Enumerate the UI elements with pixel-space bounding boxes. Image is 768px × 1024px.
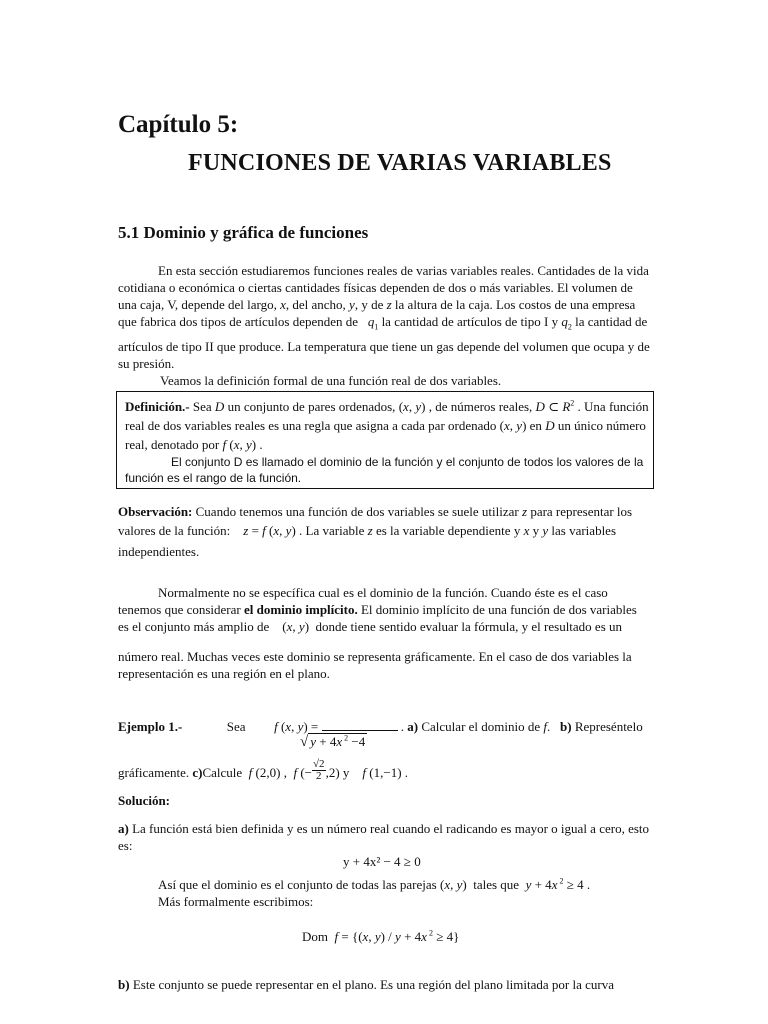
- intro-line-3: una caja, V, depende del largo, x, del ancho, y, y de z la altura de la caja. Los costos de una empresa: [118, 297, 636, 312]
- solution-b-line: b) Este conjunto se puede representar en el plano. Es una región del plano limitada por la curva: [118, 977, 615, 992]
- domain-definition: Dom f = {(x, y) / y + 4x $^2$ ≥ 4}: [302, 928, 460, 944]
- definition-line-4: El conjunto D es llamado el dominio de la función y el conjunto de todos los valores de la: [171, 455, 644, 469]
- section-heading: 5.1 Dominio y gráfica de funciones: [118, 223, 369, 242]
- example-line-1: Ejemplo 1.- Sea f (x, y) = . a) Calcular el dominio de f. b) Represéntelo: [118, 716, 643, 735]
- implicit-line-1: Normalmente no se específica cual es el dominio de la función. Cuando éste es el caso: [158, 585, 608, 600]
- observation-paragraph: [118, 503, 654, 560]
- solution-a-paragraph: [118, 820, 654, 854]
- solution-line-3: Así que el dominio es el conjunto de todas las parejas (x, y) tales que y + 4x $^2$ ≥ 4 .: [158, 876, 591, 892]
- intro-line-7: Veamos la definición formal de una función real de dos variables.: [160, 373, 502, 388]
- example-denominator: √ y + 4x $^2$ −4: [300, 733, 366, 750]
- observation-line-2: valores de la función: z = f (x, y) . La variable z es la variable dependiente y x y y las variables: [118, 523, 617, 538]
- chapter-heading: Capítulo 5:: [118, 111, 239, 138]
- definition-line-5: función es el rango de la función.: [125, 471, 302, 485]
- intro-line-6: su presión.: [118, 356, 175, 371]
- implicit-line-3: es el conjunto más amplio de (x, y) donde tiene sentido evaluar la fórmula, y el resultado es un: [118, 619, 623, 634]
- definition-box: [116, 391, 654, 489]
- example-line-2: gráficamente. c)Calcule f (2,0) , f (− $\frac{√2}{2}$ ,2) y f (1,−1) .: [118, 757, 409, 782]
- solution-heading: Solución:: [118, 793, 171, 808]
- definition-line-1: Definición.- Sea D un conjunto de pares ordenados, (x, y) , de números reales, D ⊂ $R^2$ . Una función: [125, 398, 649, 414]
- implicit-paragraph-cont: [118, 648, 654, 682]
- solution-a-line-1: a) La función está bien definida y es un número real cuando el radicando es mayor o igual a cero, esto: [118, 821, 650, 836]
- intro-line-4: que fabrica dos tipos de artículos dependen de $q_1$ la cantidad de artículos de tipo I y $q_2$ la cantidad de: [118, 314, 648, 332]
- implicit-line-2: tenemos que considerar el dominio implícito. El dominio implícito de una función de dos variables: [118, 602, 637, 617]
- intro-line-5: artículos de tipo II que produce. La temperatura que tiene un gas depende del volumen que ocupa y de: [118, 339, 650, 354]
- implicit-paragraph: [118, 584, 654, 635]
- solution-a-line-2: es:: [118, 838, 133, 853]
- implicit-line-5: representación es una región en el plano.: [118, 666, 330, 681]
- solution-line-4: Más formalmente escribimos:: [158, 894, 314, 909]
- intro-line-1: En esta sección estudiaremos funciones reales de varias variables reales. Cantidades de la vida: [158, 263, 649, 278]
- chapter-title: FUNCIONES DE VARIAS VARIABLES: [188, 150, 612, 176]
- intro-paragraph-cont: [118, 338, 654, 389]
- definition-line-2: real de dos variables reales es una regla que asigna a cada par ordenado (x, y) en D un único número: [125, 418, 646, 433]
- definition-line-3: real, denotado por f (x, y) .: [125, 437, 263, 452]
- implicit-line-4: número real. Muchas veces este dominio se representa gráficamente. En el caso de dos variables la: [118, 649, 632, 664]
- solution-inequality: y + 4x² − 4 ≥ 0: [343, 854, 421, 869]
- observation-line-1: Observación: Cuando tenemos una función de dos variables se suele utilizar z para representar los: [118, 504, 633, 519]
- intro-paragraph: [118, 262, 654, 330]
- observation-line-3: independientes.: [118, 544, 200, 559]
- intro-line-2: cotidiana o económica o ciertas cantidades físicas dependen de dos o más variables. El volumen de: [118, 280, 633, 295]
